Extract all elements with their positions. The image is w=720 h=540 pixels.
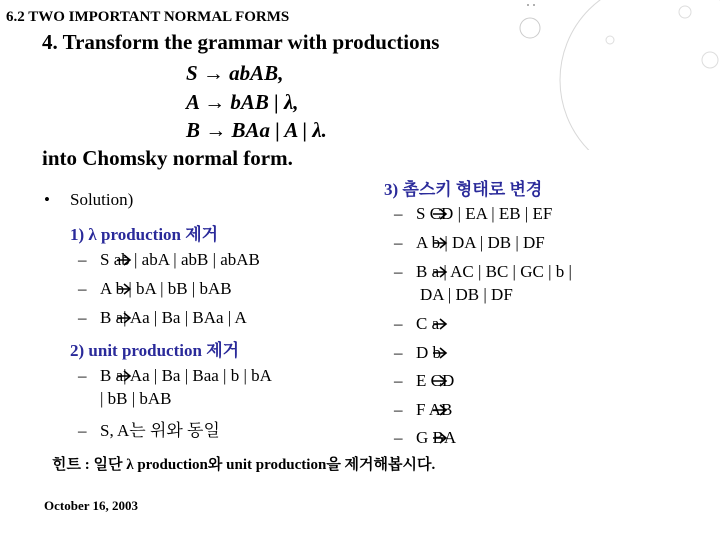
footer-date: October 16, 2003 bbox=[44, 498, 138, 513]
dash: – bbox=[78, 279, 87, 298]
hint-text: 힌트 : 일단 λ production와 unit production을 제거해봅시다. bbox=[52, 457, 436, 473]
problem-line-5: into Chomsky normal form. bbox=[42, 146, 293, 170]
dash: – bbox=[394, 204, 403, 223]
arrow-right-icon bbox=[432, 208, 448, 220]
cnf-rule bbox=[394, 400, 452, 420]
arrow-right-icon bbox=[432, 432, 448, 444]
step1-title: 1) λ production 제거 bbox=[70, 225, 219, 244]
step1-item-text: B a| Aa | Ba | BAa | A bbox=[100, 308, 247, 327]
cnf-rule bbox=[394, 428, 456, 448]
cnf-rule-text: F AB bbox=[416, 400, 453, 419]
cnf-rule bbox=[394, 314, 439, 334]
dash: – bbox=[394, 371, 403, 390]
step2-item bbox=[78, 416, 220, 441]
arrow-right-icon bbox=[432, 237, 448, 249]
arrow-right-icon bbox=[432, 347, 448, 359]
cnf-rule-text: D b bbox=[416, 343, 442, 362]
cnf-rule-text: S CD | EA | EB | EF bbox=[416, 204, 553, 223]
step2-title: 2) unit production 제거 bbox=[70, 341, 240, 360]
arrow-right-icon bbox=[116, 283, 132, 295]
cnf-rule-text: A b | DA | DB | DF bbox=[416, 233, 545, 252]
arrow-right-icon bbox=[432, 318, 448, 330]
arrow-right-icon bbox=[432, 375, 448, 387]
solution-label: Solution) bbox=[70, 190, 134, 209]
dash: – bbox=[394, 314, 403, 333]
cnf-rule bbox=[394, 371, 454, 391]
cnf-rule-text: G BA bbox=[416, 428, 457, 447]
problem-line-1: 4. Transform the grammar with productions bbox=[42, 30, 440, 54]
cnf-rule bbox=[394, 343, 441, 363]
dash: – bbox=[394, 343, 403, 362]
bullet: • bbox=[44, 190, 50, 209]
arrow-right-icon bbox=[116, 312, 132, 324]
step2-item bbox=[78, 366, 272, 386]
arrow-right-icon bbox=[116, 370, 132, 382]
dash: – bbox=[394, 233, 403, 252]
dash: – bbox=[78, 366, 87, 385]
step1-item bbox=[78, 279, 232, 299]
dash: – bbox=[78, 308, 87, 327]
problem-line-3: A → bAB | λ, bbox=[186, 90, 299, 114]
cnf-rule bbox=[394, 204, 552, 224]
dash: – bbox=[78, 421, 87, 440]
problem-line-2: S → abAB, bbox=[186, 61, 284, 85]
cnf-rule-text: E CD bbox=[416, 371, 455, 390]
dash: – bbox=[394, 428, 403, 447]
cnf-rule-text: C a bbox=[416, 314, 440, 333]
step1-item-text: S ab | abA | abB | abAB bbox=[100, 250, 260, 269]
cnf-rule-text: B a | AC | BC | GC | b | bbox=[416, 262, 572, 281]
step2-item-text: B a| Aa | Ba | Baa | b | bA bbox=[100, 366, 272, 385]
cnf-rule bbox=[394, 233, 545, 253]
dash: – bbox=[78, 250, 87, 269]
dash: – bbox=[394, 400, 403, 419]
cnf-rule-continuation: DA | DB | DF bbox=[420, 285, 513, 304]
decorative-circles-graphic bbox=[470, 0, 720, 150]
step3-title: 3) 촘스키 형태로 변경 bbox=[384, 180, 543, 199]
step1-item-text: A b | bA | bB | bAB bbox=[100, 279, 232, 298]
arrow-right-icon bbox=[116, 254, 132, 266]
step2-item-continuation: | bB | bAB bbox=[100, 389, 172, 408]
arrow-right-icon bbox=[432, 404, 448, 416]
slide-header: 6.2 TWO IMPORTANT NORMAL FORMS bbox=[6, 9, 290, 25]
step1-item bbox=[78, 250, 260, 270]
step2-item-text: S, A는 위와 동일 bbox=[100, 421, 220, 440]
cnf-rule bbox=[394, 262, 572, 282]
problem-line-4: B → BAa | A | λ. bbox=[186, 118, 327, 142]
arrow-right-icon bbox=[432, 266, 448, 278]
dash: – bbox=[394, 262, 403, 281]
step1-item bbox=[78, 308, 247, 328]
